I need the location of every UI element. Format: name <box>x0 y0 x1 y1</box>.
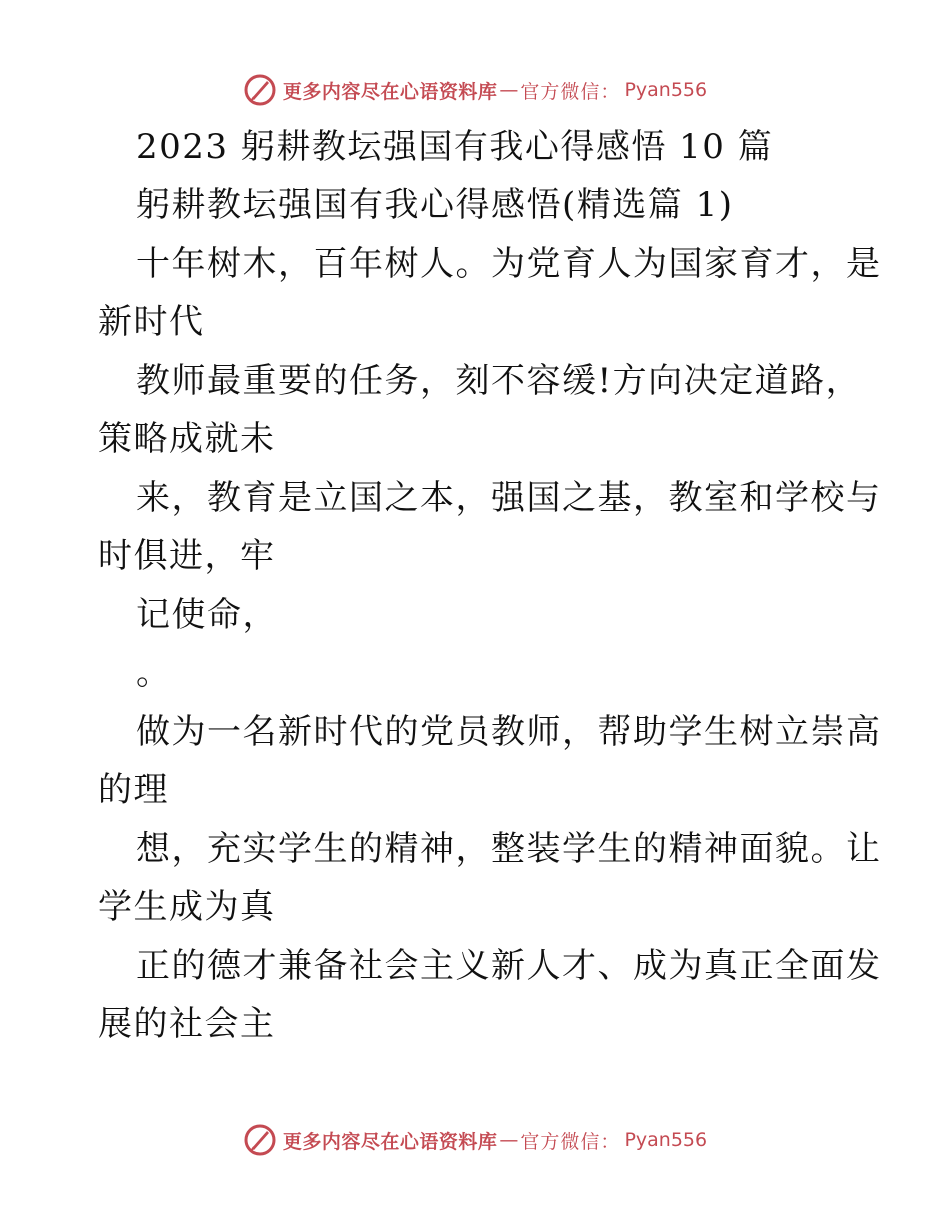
paragraph-line: 做为一名新时代的党员教师，帮助学生树立崇高 <box>136 712 882 752</box>
quill-logo-icon <box>243 73 277 107</box>
banner-wechat-id: Pyan556 <box>624 79 708 101</box>
paragraph-line: 来，教育是立国之本，强国之基，教室和学校与 <box>136 478 882 518</box>
paragraph-line: 。 <box>136 653 172 693</box>
banner-text: 更多内容尽在心语资料库 <box>282 1130 498 1153</box>
paragraph-line: 时俱进，牢 <box>98 536 276 576</box>
banner-separator: — <box>499 79 519 101</box>
footer-banner <box>0 1120 950 1160</box>
paragraph-line: 教师最重要的任务，刻不容缓!方向决定道路， <box>136 361 862 401</box>
quill-logo-icon <box>243 1123 277 1157</box>
paragraph-line: 正的德才兼备社会主义新人才、成为真正全面发 <box>136 946 882 986</box>
paragraph-line: 十年树木，百年树人。为党育人为国家育才，是 <box>136 244 882 284</box>
paragraph-line: 的理 <box>98 770 169 810</box>
banner-wechat-id: Pyan556 <box>624 1129 708 1151</box>
paragraph-line: 记使命， <box>136 595 278 635</box>
banner-official-label: 官方微信： <box>520 1130 621 1153</box>
paragraph-line: 想，充实学生的精神，整装学生的精神面貌。让 <box>136 829 882 869</box>
document-title: 2023 躬耕教坛强国有我心得感悟 10 篇 <box>136 127 774 167</box>
paragraph-line: 新时代 <box>98 302 205 342</box>
document-subtitle: 躬耕教坛强国有我心得感悟(精选篇 1) <box>136 185 734 225</box>
paragraph-line: 学生成为真 <box>98 887 276 927</box>
banner-separator: — <box>499 1129 519 1151</box>
header-banner <box>0 70 950 110</box>
paragraph-line: 展的社会主 <box>98 1004 276 1044</box>
banner-text: 更多内容尽在心语资料库 <box>282 80 498 103</box>
paragraph-line: 策略成就未 <box>98 419 276 459</box>
banner-official-label: 官方微信： <box>520 80 621 103</box>
